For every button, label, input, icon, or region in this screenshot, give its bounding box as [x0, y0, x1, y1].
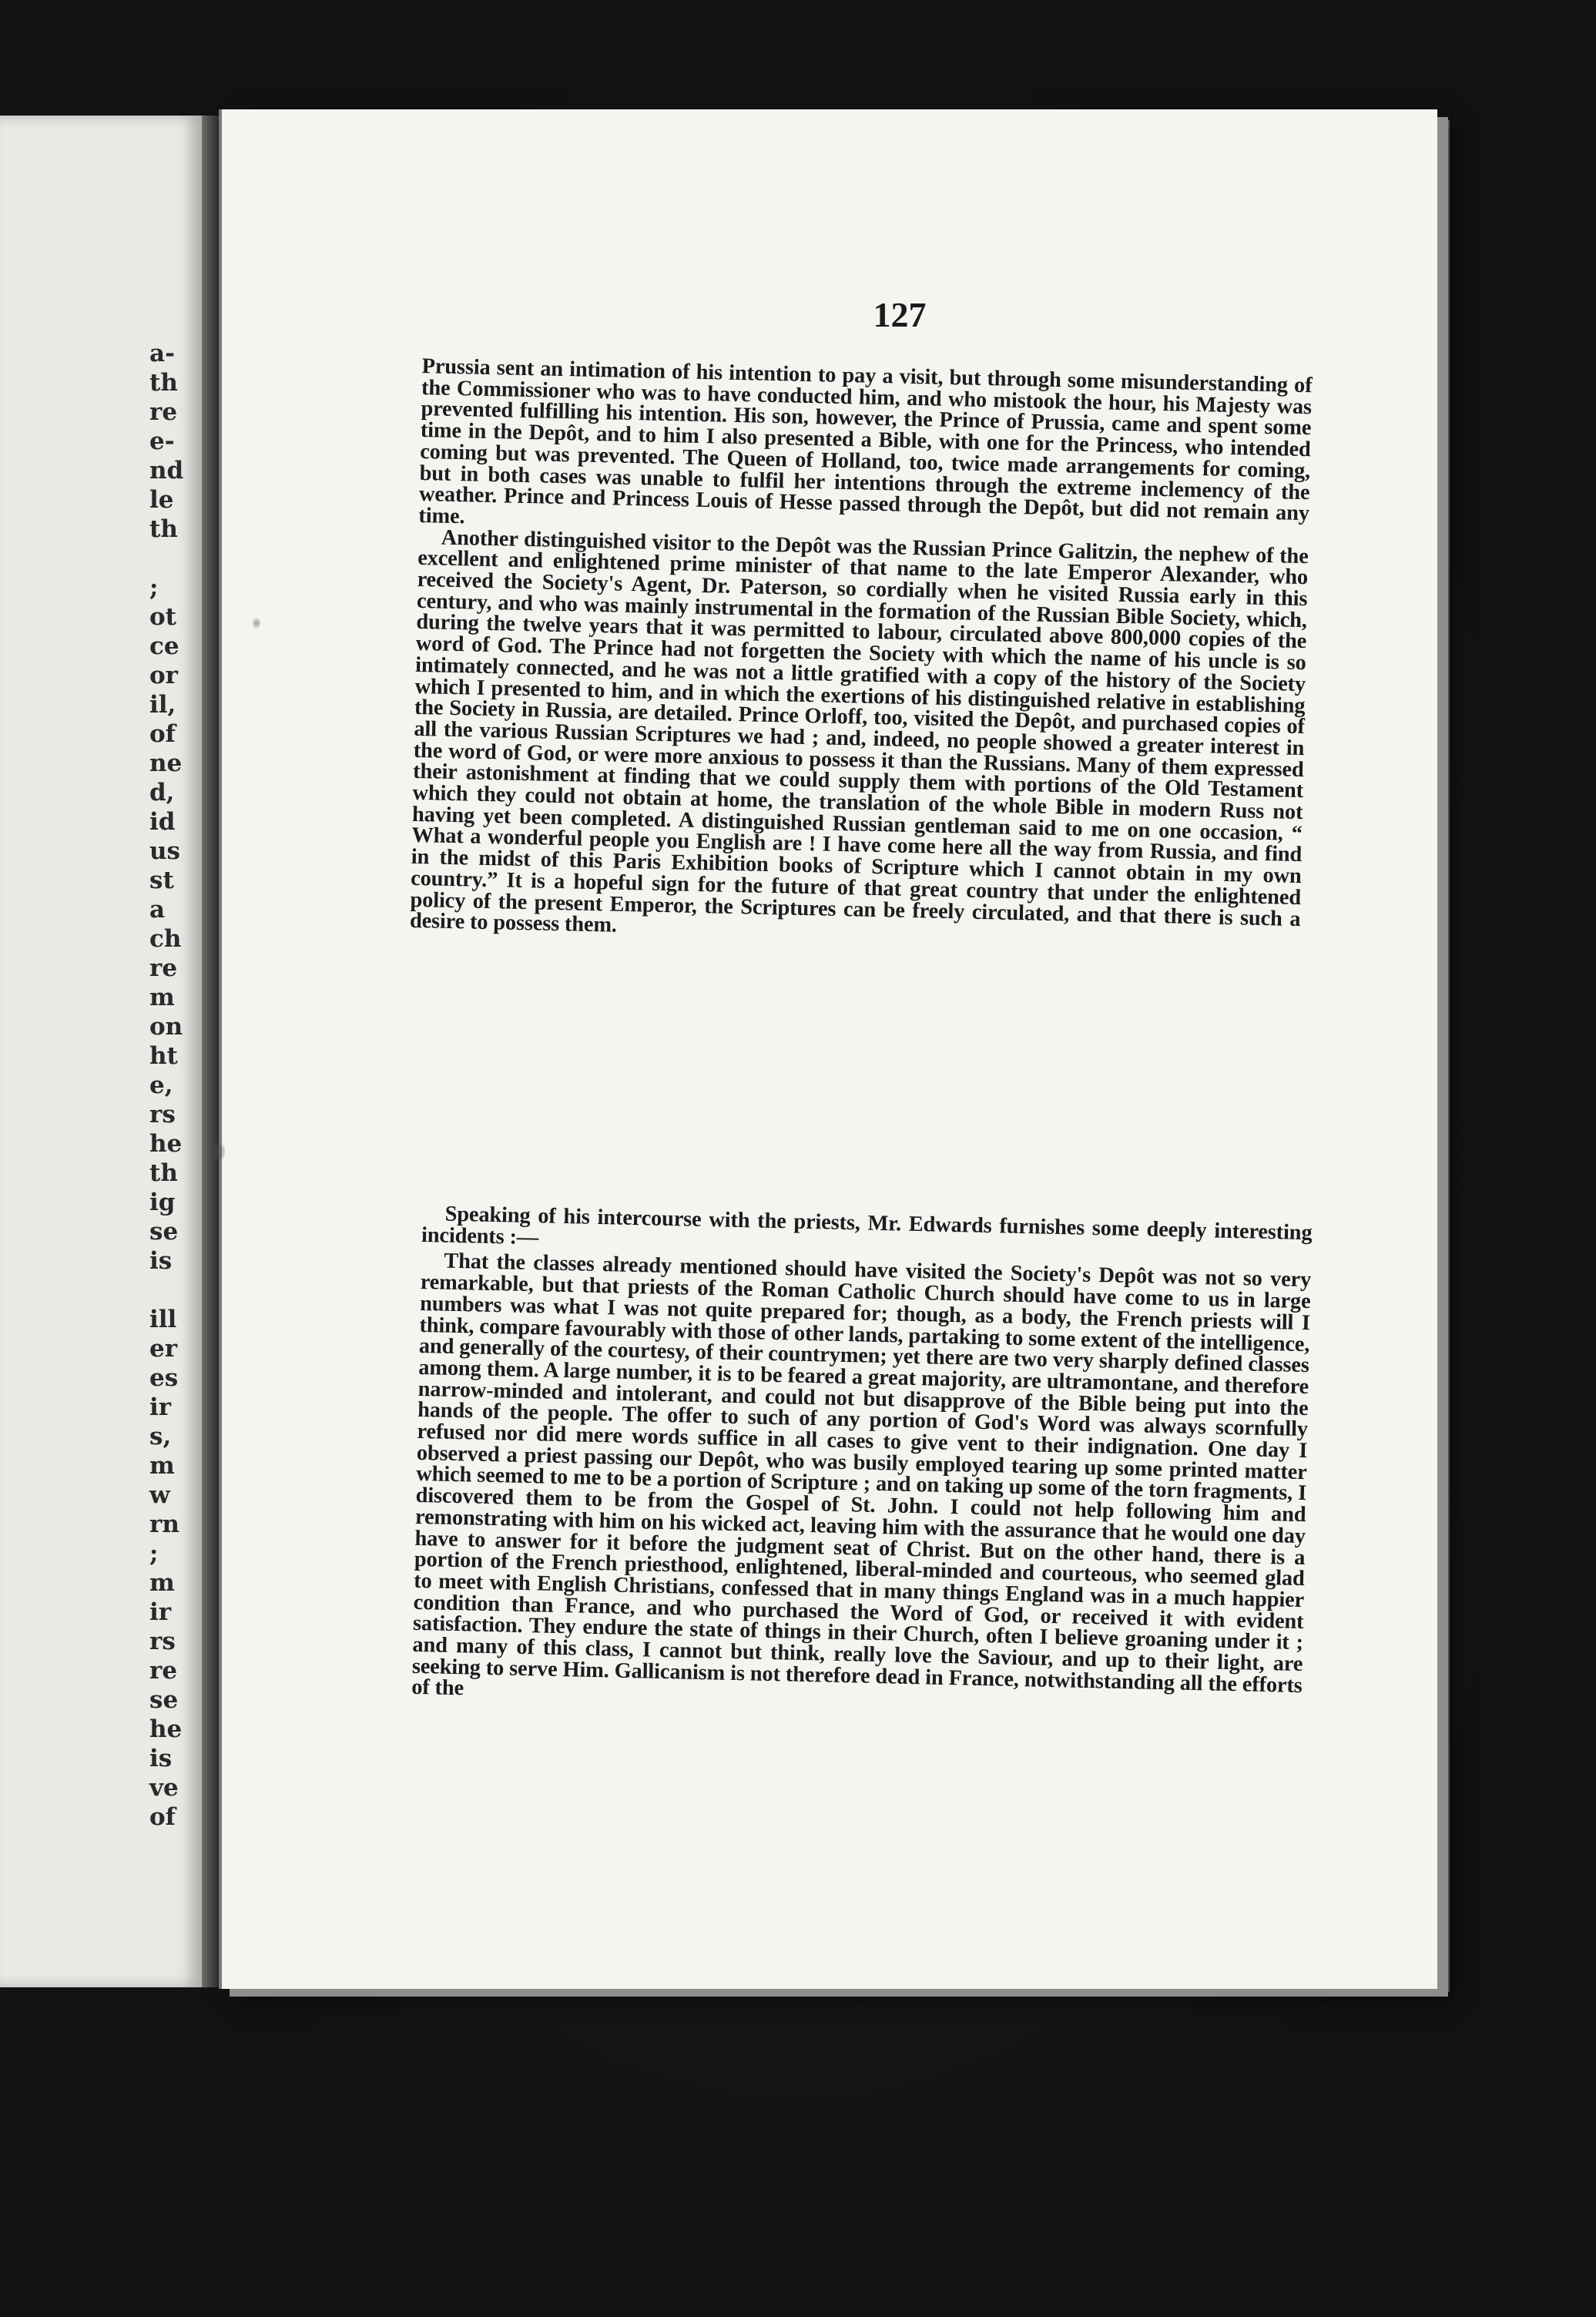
edge-fragment: ce: [149, 632, 179, 660]
edge-fragment: ch: [149, 925, 182, 953]
page-number: 127: [873, 295, 927, 334]
edge-fragment: e-: [149, 428, 175, 455]
edge-fragment: [149, 544, 196, 573]
edge-fragment: m: [149, 1569, 175, 1597]
text-section-2: [411, 1203, 1313, 1718]
edge-fragment: w: [149, 1481, 170, 1509]
edge-fragment: er: [149, 1335, 178, 1363]
paragraph: Another distinguished visitor to the Depôt was the Russian Prince Galitzin, the nephew of the excellent and enlightened prime minister of that name to the late Emperor Alexander, who received the Society's Agent, Dr. Paterson, so cordially when he visited Russia early in this century, and who was mainly instrumental in the formation of the Russian Bible Society, which, during the twelve years that it was permitted to labour, circulated above 800,000 copies of the word of God. The Prince had not forgetten the Society with which the name of his uncle is so intimately connected, and he was not a little gratified with a copy of the history of the Society which I presented to him, and in which the exertions of his distinguished relative in establishing the Society in Russia, are detailed. Prince Orloff, too, visited the Depôt, and purchased copies of all the various Russian Scriptures we had ; and, indeed, no people showed a greater interest in the word of God, or were more anxious to possess it than the Russians. Many of them expressed their astonishment at finding that we could supply them with portions of the Old Testament which they could not obtain at home, the translation of the whole Bible in modern Russ not having yet been completed. A distinguished Russian gentleman said to me on one occasion, “ What a wonderful people you English are ! I have come here all the way from Russia, and find in the midst of this Paris Exhibition books of Scripture which I cannot obtain in my own country.” It is a hopeful sign for the future of that great country that under the enlightened policy of the present Emperor, the Scriptures can be freely circulated, and that there is such a desire to possess them.: [409, 525, 1309, 937]
edge-fragment: rs: [149, 1101, 176, 1128]
edge-fragment: ;: [149, 1540, 159, 1568]
previous-page-edge: [0, 116, 206, 1987]
edge-fragment: rn: [149, 1511, 179, 1538]
book-page: [219, 109, 1437, 1989]
edge-fragment: is: [149, 1745, 173, 1772]
paragraph: Prussia sent an intimation of his intention to pay a visit, but through some misunderstanding of the Commissioner who was to have conducted him, and who mistook the hour, his Majesty was prevented fulfilling his intention. His son, however, the Prince of Prussia, came and spent some time in the Depôt, and to him I also presented a Bible, with one for the Princess, who intended coming but was prevented. The Queen of Holland, too, twice made arrangements for coming, but in both cases was unable to fulfil her intentions through the extreme inclemency of the weather. Prince and Princess Louis of Hesse passed through the Depôt, but did not remain any time.: [418, 354, 1313, 529]
edge-fragment: th: [149, 1159, 178, 1187]
edge-fragment: ig: [149, 1189, 176, 1216]
edge-fragment: th: [149, 515, 178, 543]
edge-fragment: of: [149, 1803, 176, 1831]
book-gutter: [202, 116, 219, 1987]
edge-fragment: m: [149, 1452, 175, 1480]
edge-fragment: ve: [149, 1774, 179, 1802]
edge-fragment: ir: [149, 1598, 172, 1626]
edge-fragment: s,: [149, 1423, 172, 1450]
paragraph: That the classes already mentioned should have visited the Society's Depôt was not so very remarkable, but that priests of the Roman Catholic Church should have come to us in large numbers was what I was not quite prepared for; though, as a body, the French priests will I think, compare favourably with those of other lands, partaking to some extent of the intelligence, and generally of the courtesy, of their countrymen; yet there are two very sharply defined classes among them. A large number, it is to be feared a great majority, are ultramontane, and therefore narrow-minded and intolerant, and could not but disapprove of the Bible being put into the hands of the people. The offer to such of any portion of God's Word was always scornfully refused nor did mere words suffice in all cases to give vent to their indignation. One day I observed a priest passing our Depôt, who was busily employed tearing up some printed matter which seemed to me to be a portion of Scripture ; and on taking up some of the torn fragments, I discovered them to be from the Gospel of St. John. I could not help following him and remonstrating with him on his wicked act, leaving him with the assurance that he would one day have to answer for it before the judgment seat of Christ. But on the other hand, there is a portion of the French priesthood, enlightened, liberal-minded and courteous, who seemed glad to meet with English Christians, confessed that in many things England was in a much happier condition than France, and who purchased the Word of God, or received it with evident satisfaction. They endure the state of things in their Church, often I believe groaning under it ; and many of this class, I cannot but think, really love the Saviour, and up to their light, are seeking to serve Him. Gallicanism is not therefore dead in France, notwithstanding all the efforts of the: [411, 1249, 1312, 1701]
edge-fragment: re: [149, 954, 178, 982]
edge-fragment: on: [149, 1013, 183, 1041]
section-intro: Speaking of his intercourse with the priests, Mr. Edwards furnishes some deeply interesting incidents :—: [421, 1202, 1313, 1250]
paper-smudge: [211, 1142, 225, 1162]
edge-fragment: [149, 1276, 196, 1305]
edge-fragment: m: [149, 984, 175, 1011]
edge-fragment: le: [149, 486, 174, 514]
edge-fragment: ;: [149, 574, 167, 602]
edge-fragment: e,: [149, 1071, 173, 1099]
edge-fragment: rs: [149, 1628, 176, 1655]
edge-fragment: is: [149, 1247, 173, 1275]
edge-fragment: ot: [149, 603, 176, 631]
edge-fragment: ill: [149, 1306, 177, 1333]
edge-fragment: of: [149, 720, 176, 748]
edge-fragment: th: [149, 369, 178, 397]
edge-fragment: es: [149, 1364, 179, 1392]
edge-fragment: re: [149, 1657, 178, 1685]
edge-fragment: id: [149, 808, 176, 836]
edge-fragment: nd: [149, 457, 184, 485]
previous-page-text-fragments: [149, 339, 196, 1832]
edge-fragment: a-: [149, 340, 175, 367]
edge-fragment: re: [149, 398, 178, 426]
edge-fragment: il,: [149, 691, 176, 719]
edge-fragment: us: [149, 837, 180, 865]
edge-fragment: or: [149, 662, 179, 689]
edge-fragment: ne: [149, 749, 183, 777]
edge-fragment: a: [149, 896, 166, 924]
paper-smudge: [253, 618, 260, 629]
edge-fragment: se: [149, 1218, 179, 1246]
edge-fragment: he: [149, 1130, 183, 1158]
edge-fragment: st: [149, 867, 174, 894]
edge-fragment: ir: [149, 1393, 172, 1421]
edge-fragment: ht: [149, 1042, 178, 1070]
edge-fragment: d,: [149, 779, 175, 806]
text-section-1: [410, 356, 1313, 951]
edge-fragment: he: [149, 1715, 183, 1743]
edge-fragment: se: [149, 1686, 179, 1714]
